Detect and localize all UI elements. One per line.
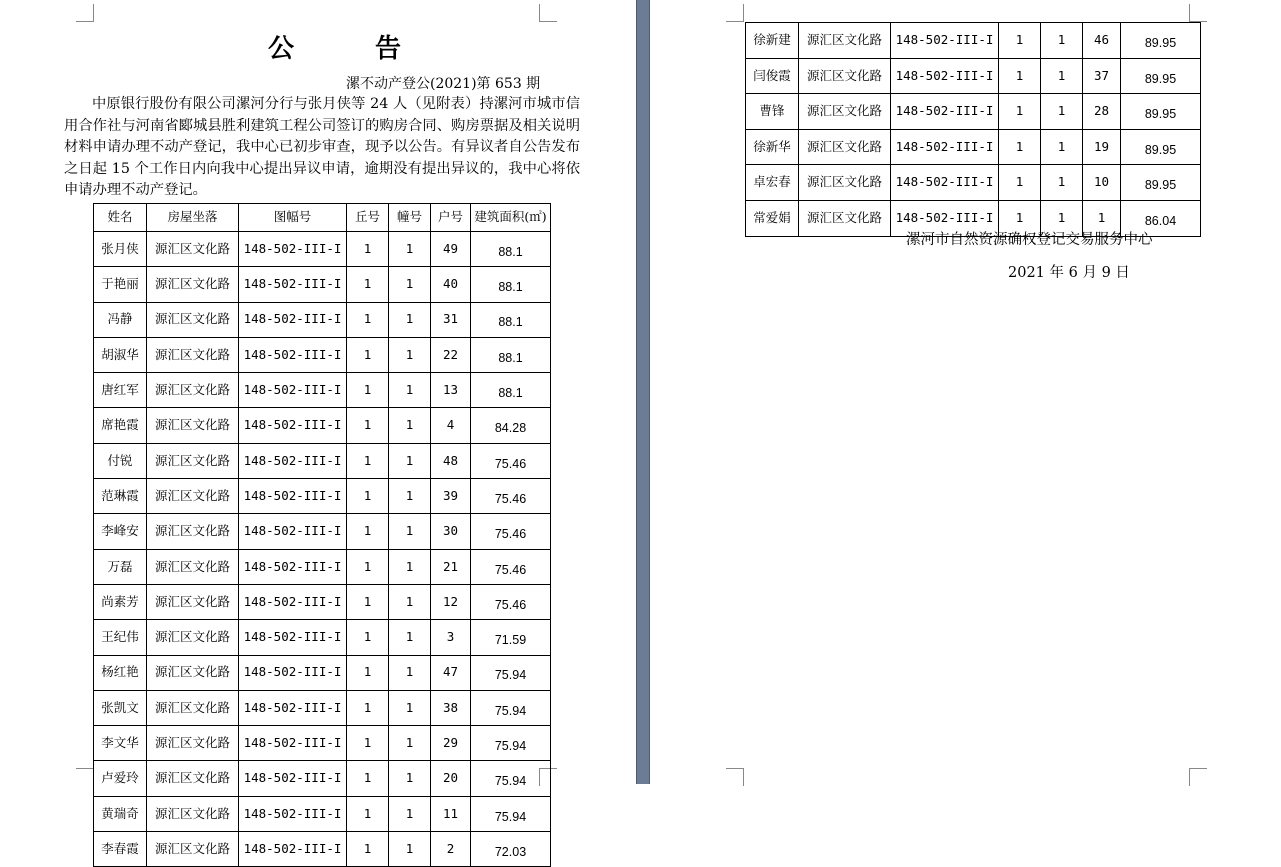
page-gutter [636,0,650,784]
cell-unit-no: 2 [431,832,471,867]
cell-location: 源汇区文化路 [147,408,239,443]
cell-parcel-no: 1 [347,726,389,761]
cell-location: 源汇区文化路 [147,479,239,514]
cell-floor-area: 89.95 [1121,165,1201,201]
cell-building-no: 1 [389,479,431,514]
cell-parcel-no: 1 [347,832,389,867]
cell-floor-area: 89.95 [1121,23,1201,59]
cell-unit-no: 46 [1083,23,1121,59]
cell-building-no: 1 [1041,200,1083,236]
table-row [746,58,1201,94]
cell-unit-no: 30 [431,514,471,549]
cell-name: 卓宏春 [746,165,799,201]
cell-name: 李文华 [94,726,147,761]
cell-location: 源汇区文化路 [799,23,891,59]
margin-corner-mark [726,4,744,22]
cell-unit-no: 12 [431,584,471,619]
cell-location: 源汇区文化路 [799,129,891,165]
margin-corner-mark [76,768,94,786]
table-row [94,302,551,337]
table-row [94,832,551,867]
cell-location: 源汇区文化路 [147,796,239,831]
cell-floor-area: 72.03 [471,832,551,867]
column-header: 丘号 [347,204,389,232]
cell-map-sheet: 148-502-III-I [891,200,999,236]
cell-unit-no: 49 [431,232,471,267]
cell-unit-no: 21 [431,549,471,584]
table-row [94,584,551,619]
table-row [746,23,1201,59]
cell-parcel-no: 1 [347,584,389,619]
table-row [94,549,551,584]
cell-building-no: 1 [389,655,431,690]
cell-parcel-no: 1 [347,232,389,267]
column-header: 户号 [431,204,471,232]
cell-map-sheet: 148-502-III-I [239,373,347,408]
cell-parcel-no: 1 [999,94,1041,130]
cell-location: 源汇区文化路 [799,58,891,94]
cell-unit-no: 4 [431,408,471,443]
column-header: 建筑面积(㎡) [471,204,551,232]
cell-unit-no: 11 [431,796,471,831]
cell-floor-area: 75.46 [471,514,551,549]
cell-unit-no: 40 [431,267,471,302]
cell-parcel-no: 1 [347,655,389,690]
cell-location: 源汇区文化路 [147,232,239,267]
table-row [94,267,551,302]
cell-floor-area: 75.46 [471,443,551,478]
cell-building-no: 1 [1041,58,1083,94]
cell-name: 万磊 [94,549,147,584]
table-row [94,408,551,443]
cell-unit-no: 47 [431,655,471,690]
cell-location: 源汇区文化路 [147,620,239,655]
cell-location: 源汇区文化路 [147,690,239,725]
table-row [94,479,551,514]
cell-name: 王纪伟 [94,620,147,655]
cell-floor-area: 89.95 [1121,94,1201,130]
cell-floor-area: 86.04 [1121,200,1201,236]
cell-location: 源汇区文化路 [147,549,239,584]
cell-unit-no: 22 [431,337,471,372]
cell-map-sheet: 148-502-III-I [239,479,347,514]
cell-unit-no: 19 [1083,129,1121,165]
cell-building-no: 1 [389,690,431,725]
cell-location: 源汇区文化路 [147,267,239,302]
cell-floor-area: 75.94 [471,761,551,796]
cell-floor-area: 75.46 [471,479,551,514]
cell-parcel-no: 1 [347,337,389,372]
cell-map-sheet: 148-502-III-I [239,549,347,584]
cell-map-sheet: 148-502-III-I [891,23,999,59]
cell-unit-no: 20 [431,761,471,796]
cell-floor-area: 88.1 [471,267,551,302]
cell-map-sheet: 148-502-III-I [239,584,347,619]
cell-building-no: 1 [1041,23,1083,59]
cell-location: 源汇区文化路 [147,726,239,761]
cell-unit-no: 28 [1083,94,1121,130]
cell-name: 尚素芳 [94,584,147,619]
cell-floor-area: 75.94 [471,726,551,761]
cell-floor-area: 88.1 [471,302,551,337]
margin-corner-mark [726,768,744,786]
margin-corner-mark [1189,4,1207,22]
cell-floor-area: 75.46 [471,584,551,619]
cell-map-sheet: 148-502-III-I [239,408,347,443]
cell-name: 常爱娟 [746,200,799,236]
cell-name: 杨红艳 [94,655,147,690]
cell-building-no: 1 [389,408,431,443]
cell-map-sheet: 148-502-III-I [239,337,347,372]
cell-floor-area: 88.1 [471,232,551,267]
cell-floor-area: 71.59 [471,620,551,655]
cell-parcel-no: 1 [347,302,389,337]
cell-map-sheet: 148-502-III-I [239,690,347,725]
cell-floor-area: 88.1 [471,373,551,408]
cell-unit-no: 29 [431,726,471,761]
cell-building-no: 1 [389,443,431,478]
cell-unit-no: 13 [431,373,471,408]
notice-body: 中原银行股份有限公司漯河分行与张月侠等 24 人（见附表）持漯河市城市信用合作社与河南省郾城县胜利建筑工程公司签订的购房合同、购房票据及相关说明材料申请办理不动产登记，我中心已初步审查，现予以公告。有异议者自公告发布之日起 15 个工作日内向我中心提出异议申请，逾期没有提出异议的，我中心将依申请办理不动产登记。 [64,96,580,198]
column-header: 幢号 [389,204,431,232]
cell-name: 于艳丽 [94,267,147,302]
column-header: 姓名 [94,204,147,232]
cell-floor-area: 75.94 [471,796,551,831]
cell-floor-area: 89.95 [1121,58,1201,94]
cell-name: 曹锋 [746,94,799,130]
cell-name: 张月侠 [94,232,147,267]
cell-name: 唐红军 [94,373,147,408]
table-row [94,232,551,267]
cell-name: 张凯文 [94,690,147,725]
cell-name: 冯静 [94,302,147,337]
cell-floor-area: 75.94 [471,690,551,725]
cell-building-no: 1 [389,761,431,796]
margin-corner-mark [76,4,94,22]
cell-floor-area: 88.1 [471,337,551,372]
cell-unit-no: 38 [431,690,471,725]
cell-parcel-no: 1 [347,796,389,831]
cell-map-sheet: 148-502-III-I [239,267,347,302]
table-row [94,761,551,796]
cell-parcel-no: 1 [347,479,389,514]
cell-name: 徐新建 [746,23,799,59]
cell-unit-no: 37 [1083,58,1121,94]
cell-map-sheet: 148-502-III-I [891,58,999,94]
cell-map-sheet: 148-502-III-I [239,514,347,549]
cell-building-no: 1 [389,584,431,619]
cell-map-sheet: 148-502-III-I [239,443,347,478]
cell-building-no: 1 [389,302,431,337]
cell-location: 源汇区文化路 [147,337,239,372]
cell-map-sheet: 148-502-III-I [891,165,999,201]
cell-parcel-no: 1 [347,549,389,584]
cell-map-sheet: 148-502-III-I [239,302,347,337]
cell-unit-no: 1 [1083,200,1121,236]
table-header-row [94,204,551,232]
cell-unit-no: 48 [431,443,471,478]
cell-location: 源汇区文化路 [147,514,239,549]
cell-floor-area: 84.28 [471,408,551,443]
issue-date: 2021 年 6 月 9 日 [1008,265,1130,281]
issuing-organization: 漯河市自然资源确权登记交易服务中心 [906,232,1153,248]
cell-parcel-no: 1 [999,58,1041,94]
cell-building-no: 1 [1041,129,1083,165]
table-row [94,337,551,372]
cell-building-no: 1 [389,726,431,761]
column-header: 房屋坐落 [147,204,239,232]
cell-name: 闫俊霞 [746,58,799,94]
cell-map-sheet: 148-502-III-I [239,655,347,690]
cell-parcel-no: 1 [347,443,389,478]
cell-location: 源汇区文化路 [147,761,239,796]
cell-location: 源汇区文化路 [147,373,239,408]
cell-parcel-no: 1 [347,690,389,725]
cell-name: 范琳霞 [94,479,147,514]
cell-parcel-no: 1 [347,373,389,408]
cell-parcel-no: 1 [347,620,389,655]
cell-parcel-no: 1 [999,23,1041,59]
table-row [94,373,551,408]
cell-name: 黄瑞奇 [94,796,147,831]
table-row [94,726,551,761]
cell-name: 李春霞 [94,832,147,867]
cell-location: 源汇区文化路 [799,200,891,236]
cell-parcel-no: 1 [999,129,1041,165]
cell-location: 源汇区文化路 [799,94,891,130]
cell-parcel-no: 1 [999,165,1041,201]
cell-name: 付锐 [94,443,147,478]
margin-corner-mark [1189,768,1207,786]
cell-building-no: 1 [389,373,431,408]
cell-building-no: 1 [389,267,431,302]
cell-parcel-no: 1 [347,267,389,302]
cell-map-sheet: 148-502-III-I [239,232,347,267]
cell-map-sheet: 148-502-III-I [239,726,347,761]
margin-corner-mark [539,4,557,22]
column-header: 图幅号 [239,204,347,232]
cell-unit-no: 31 [431,302,471,337]
table-row [94,690,551,725]
cell-unit-no: 3 [431,620,471,655]
cell-building-no: 1 [389,832,431,867]
cell-building-no: 1 [389,337,431,372]
table-row [746,129,1201,165]
table-row [94,796,551,831]
cell-location: 源汇区文化路 [147,443,239,478]
cell-parcel-no: 1 [999,200,1041,236]
table-row [746,94,1201,130]
cell-name: 胡淑华 [94,337,147,372]
cell-map-sheet: 148-502-III-I [239,796,347,831]
cell-name: 卢爱玲 [94,761,147,796]
table-row [94,655,551,690]
cell-map-sheet: 148-502-III-I [891,129,999,165]
cell-map-sheet: 148-502-III-I [891,94,999,130]
cell-building-no: 1 [389,620,431,655]
cell-building-no: 1 [389,549,431,584]
cell-unit-no: 10 [1083,165,1121,201]
cell-building-no: 1 [1041,165,1083,201]
cell-building-no: 1 [389,514,431,549]
cell-map-sheet: 148-502-III-I [239,761,347,796]
document-number: 漯不动产登公(2021)第 653 期 [346,76,541,92]
cell-name: 李峰安 [94,514,147,549]
cell-name: 徐新华 [746,129,799,165]
cell-building-no: 1 [389,796,431,831]
table-row [746,165,1201,201]
cell-location: 源汇区文化路 [147,832,239,867]
cell-location: 源汇区文化路 [147,584,239,619]
cell-map-sheet: 148-502-III-I [239,832,347,867]
cell-name: 席艳霞 [94,408,147,443]
cell-location: 源汇区文化路 [799,165,891,201]
cell-map-sheet: 148-502-III-I [239,620,347,655]
cell-parcel-no: 1 [347,408,389,443]
notice-title: 公 告 [268,34,438,64]
cell-parcel-no: 1 [347,761,389,796]
cell-location: 源汇区文化路 [147,302,239,337]
cell-unit-no: 39 [431,479,471,514]
cell-floor-area: 89.95 [1121,129,1201,165]
table-row [94,443,551,478]
cell-floor-area: 75.46 [471,549,551,584]
table-row [94,514,551,549]
cell-location: 源汇区文化路 [147,655,239,690]
cell-floor-area: 75.94 [471,655,551,690]
cell-building-no: 1 [1041,94,1083,130]
applicant-table [93,203,551,867]
cell-building-no: 1 [389,232,431,267]
applicant-table-continued [745,22,1201,237]
table-row [94,620,551,655]
document-page-left [0,0,636,859]
cell-parcel-no: 1 [347,514,389,549]
